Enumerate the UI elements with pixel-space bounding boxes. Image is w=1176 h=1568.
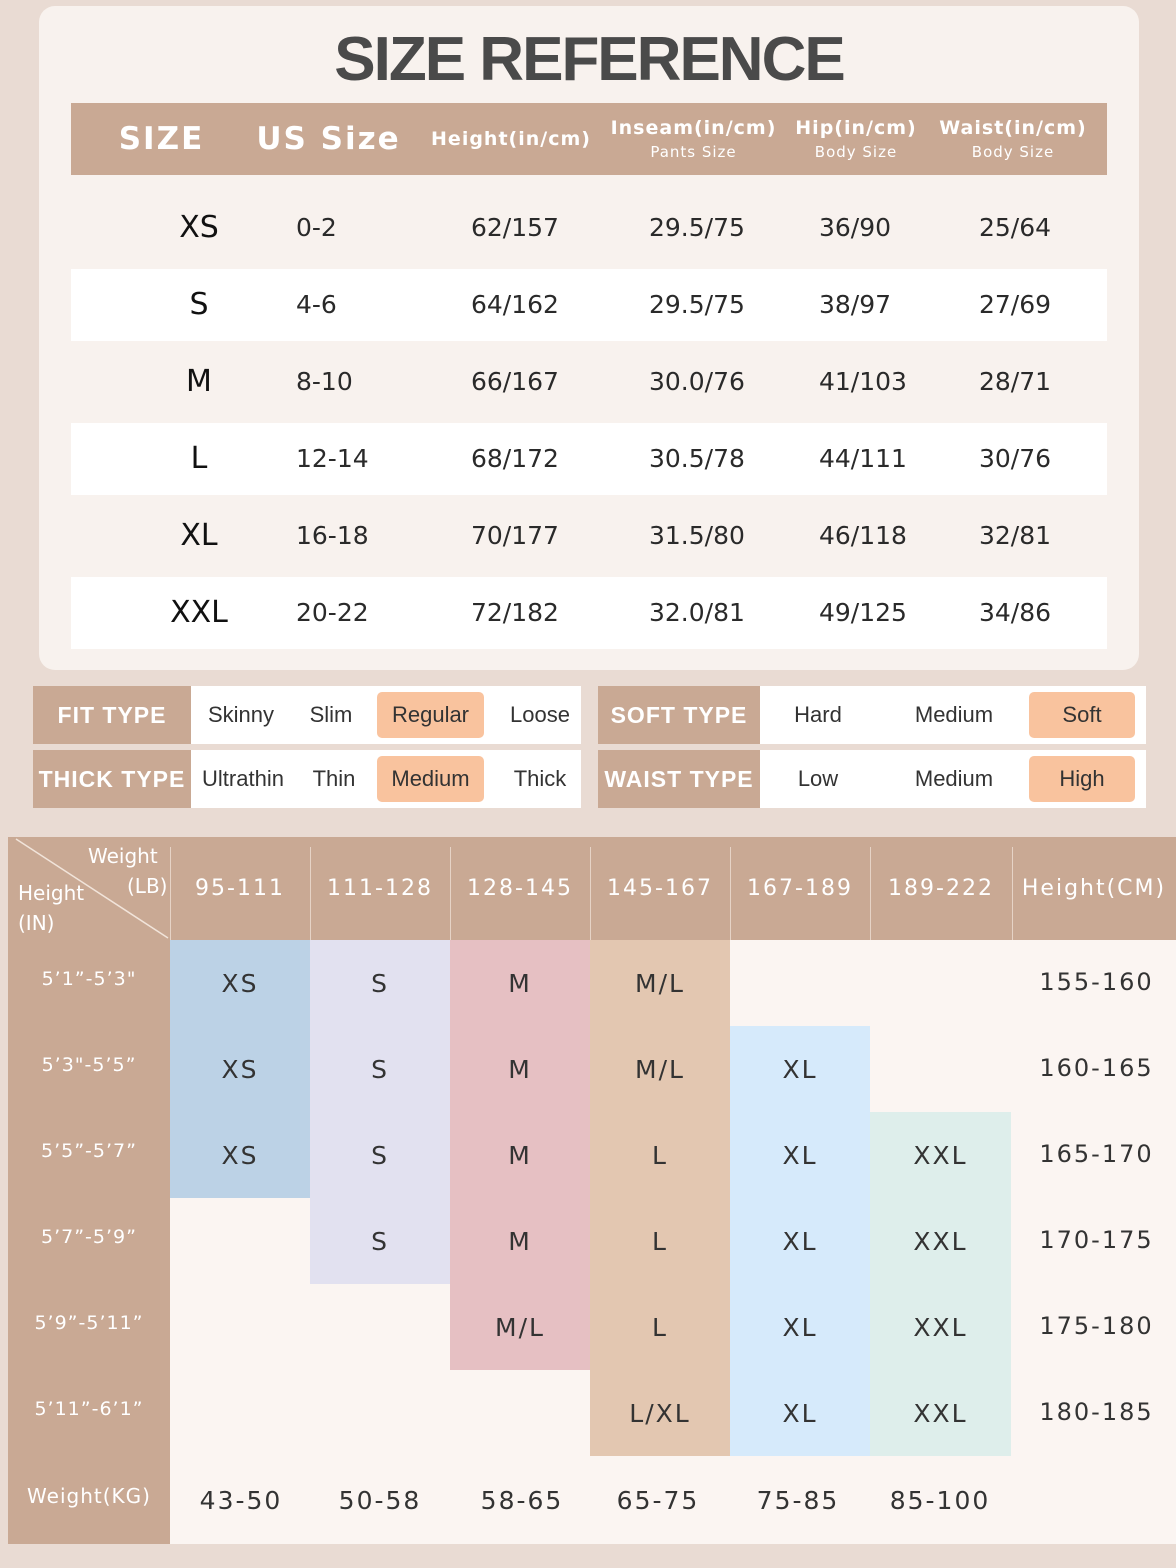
header-us-size: US Size	[256, 121, 401, 157]
hip-cell: 41/103	[819, 367, 907, 396]
thick-option-thin[interactable]: Thin	[312, 766, 356, 791]
height-cell: 68/172	[471, 444, 559, 473]
waist-option-low[interactable]: Low	[797, 766, 839, 791]
height-cm-label: 155-160	[1039, 968, 1154, 996]
size-grid-cell: XL	[730, 1284, 870, 1370]
size-cell: S	[189, 287, 209, 322]
size-cell: XS	[179, 210, 219, 245]
size-grid-cell: L	[590, 1198, 730, 1284]
height-in-label: 5’1”-5’3"	[41, 968, 137, 990]
weight-kg-value: 43-50	[199, 1486, 283, 1515]
us-cell: 0-2	[296, 213, 337, 242]
fit-option-regular[interactable]: Regular	[377, 692, 484, 738]
height-cm-label: 165-170	[1039, 1140, 1154, 1168]
us-cell: 16-18	[296, 521, 369, 550]
weight-range-header: 145-167	[607, 876, 713, 901]
weight-kg-value: 58-65	[480, 1486, 564, 1515]
reference-row	[71, 500, 1107, 572]
height-in-label: 5’7”-5’9”	[41, 1226, 137, 1248]
soft-option-medium[interactable]: Medium	[914, 702, 994, 727]
header-inseam: Inseam(in/cm) Pants Size	[610, 117, 777, 161]
weight-range-header: 167-189	[747, 876, 853, 901]
height-in-label: 5’5”-5’7”	[41, 1140, 137, 1162]
height-cm-label: 160-165	[1039, 1054, 1154, 1082]
size-grid-cell: XS	[170, 940, 310, 1026]
height-cell: 72/182	[471, 598, 559, 627]
weight-kg-label: Weight(KG)	[27, 1484, 151, 1508]
height-cm-label: 180-185	[1039, 1398, 1154, 1426]
size-grid-cell: XS	[170, 1026, 310, 1112]
size-grid-cell: XL	[730, 1370, 870, 1456]
size-grid-cell: S	[310, 940, 450, 1026]
corner-height-label: Height	[18, 881, 85, 905]
size-grid-header	[8, 837, 1176, 940]
inseam-cell: 31.5/80	[649, 521, 745, 550]
hip-cell: 49/125	[819, 598, 907, 627]
size-grid-cell: M/L	[590, 1026, 730, 1112]
size-grid-cell: XL	[730, 1198, 870, 1284]
inseam-cell: 29.5/75	[649, 290, 745, 319]
reference-row	[71, 346, 1107, 418]
size-grid-cell: XS	[170, 1112, 310, 1198]
weight-kg-value: 50-58	[338, 1486, 422, 1515]
fit-type-bar	[33, 686, 581, 744]
inseam-cell: 29.5/75	[649, 213, 745, 242]
corner-weight-label: Weight	[88, 844, 158, 868]
waist-option-high[interactable]: High	[1029, 756, 1135, 802]
size-cell: XXL	[170, 595, 228, 630]
waist-cell: 25/64	[979, 213, 1052, 242]
waist-cell: 27/69	[979, 290, 1052, 319]
weight-kg-row	[170, 1458, 1176, 1544]
hip-cell: 38/97	[819, 290, 892, 319]
page-title: SIZE REFERENCE	[334, 25, 844, 94]
weight-kg-value: 75-85	[756, 1486, 840, 1515]
us-cell: 12-14	[296, 444, 369, 473]
size-grid-cell: S	[310, 1112, 450, 1198]
size-cell: XL	[180, 518, 218, 553]
soft-type-bar	[598, 686, 1146, 744]
waist-cell: 30/76	[979, 444, 1052, 473]
height-in-column	[8, 940, 170, 1544]
weight-range-header: 189-222	[888, 876, 994, 901]
fit-type-label: FIT TYPE	[33, 686, 191, 744]
reference-table-header	[71, 103, 1107, 175]
waist-cell: 32/81	[979, 521, 1052, 550]
weight-range-header: 111-128	[327, 876, 433, 901]
soft-type-label: SOFT TYPE	[598, 686, 760, 744]
size-cell: L	[190, 441, 208, 476]
thick-type-bar	[33, 750, 581, 808]
soft-option-hard[interactable]: Hard	[794, 702, 842, 727]
size-grid-cell: L	[590, 1112, 730, 1198]
fit-option-loose[interactable]: Loose	[510, 702, 570, 727]
waist-type-label: WAIST TYPE	[598, 750, 760, 808]
weight-range-header: 128-145	[467, 876, 573, 901]
reference-row	[71, 192, 1107, 264]
size-grid-cell: XXL	[870, 1112, 1011, 1198]
size-grid-cell: XL	[730, 1026, 870, 1112]
header-size: SIZE	[118, 121, 205, 157]
weight-kg-value: 65-75	[616, 1486, 700, 1515]
reference-row	[71, 423, 1107, 495]
thick-option-ultrathin[interactable]: Ultrathin	[202, 766, 284, 791]
header-waist: Waist(in/cm) Body Size	[939, 117, 1087, 161]
height-in-label: 5’9”-5’11”	[34, 1312, 144, 1334]
hip-cell: 44/111	[819, 444, 907, 473]
weight-range-header: 95-111	[195, 876, 285, 901]
waist-cell: 34/86	[979, 598, 1052, 627]
size-grid-cell: M	[450, 940, 590, 1026]
hip-cell: 46/118	[819, 521, 907, 550]
height-in-label: 5’3"-5’5”	[41, 1054, 137, 1076]
size-grid-cell: XXL	[870, 1370, 1011, 1456]
reference-row	[71, 269, 1107, 341]
size-grid-cell: M	[450, 1026, 590, 1112]
height-cm-label: 170-175	[1039, 1226, 1154, 1254]
hip-cell: 36/90	[819, 213, 892, 242]
size-cell: M	[186, 364, 212, 399]
us-cell: 4-6	[296, 290, 337, 319]
fit-option-skinny[interactable]: Skinny	[207, 702, 275, 727]
header-hip: Hip(in/cm) Body Size	[795, 117, 917, 161]
inseam-cell: 32.0/81	[649, 598, 745, 627]
size-grid-cell: L/XL	[590, 1370, 730, 1456]
corner-in-label: (IN)	[18, 911, 55, 935]
height-cell: 64/162	[471, 290, 559, 319]
header-height: Height(in/cm)	[431, 128, 591, 150]
inseam-cell: 30.0/76	[649, 367, 745, 396]
size-grid-cell: L	[590, 1284, 730, 1370]
thick-option-medium[interactable]: Medium	[377, 756, 484, 802]
height-cm-header: Height(CM)	[1021, 876, 1167, 901]
us-cell: 8-10	[296, 367, 353, 396]
size-grid-cell: S	[310, 1026, 450, 1112]
thick-option-thick[interactable]: Thick	[513, 766, 567, 791]
corner-lb-label: (LB)	[127, 874, 168, 898]
size-grid-body	[170, 940, 1176, 1458]
size-grid-cell: XXL	[870, 1284, 1011, 1370]
height-cell: 62/157	[471, 213, 559, 242]
height-in-label: 5’11”-6’1”	[34, 1398, 144, 1420]
size-grid-cell: M	[450, 1112, 590, 1198]
soft-option-soft[interactable]: Soft	[1029, 692, 1135, 738]
waist-option-medium[interactable]: Medium	[914, 766, 994, 791]
size-grid-cell: XXL	[870, 1198, 1011, 1284]
height-cell: 70/177	[471, 521, 559, 550]
fit-option-slim[interactable]: Slim	[309, 702, 353, 727]
size-grid-cell: M/L	[450, 1284, 590, 1370]
waist-type-bar	[598, 750, 1146, 808]
inseam-cell: 30.5/78	[649, 444, 745, 473]
size-reference-card	[39, 6, 1139, 670]
size-grid-cell: S	[310, 1198, 450, 1284]
us-cell: 20-22	[296, 598, 369, 627]
size-grid-cell: M/L	[590, 940, 730, 1026]
height-cell: 66/167	[471, 367, 559, 396]
thick-type-label: THICK TYPE	[33, 750, 191, 808]
height-cm-label: 175-180	[1039, 1312, 1154, 1340]
waist-cell: 28/71	[979, 367, 1052, 396]
size-grid-cell: M	[450, 1198, 590, 1284]
size-grid-cell: XL	[730, 1112, 870, 1198]
weight-kg-value: 85-100	[889, 1486, 991, 1515]
reference-row	[71, 577, 1107, 649]
